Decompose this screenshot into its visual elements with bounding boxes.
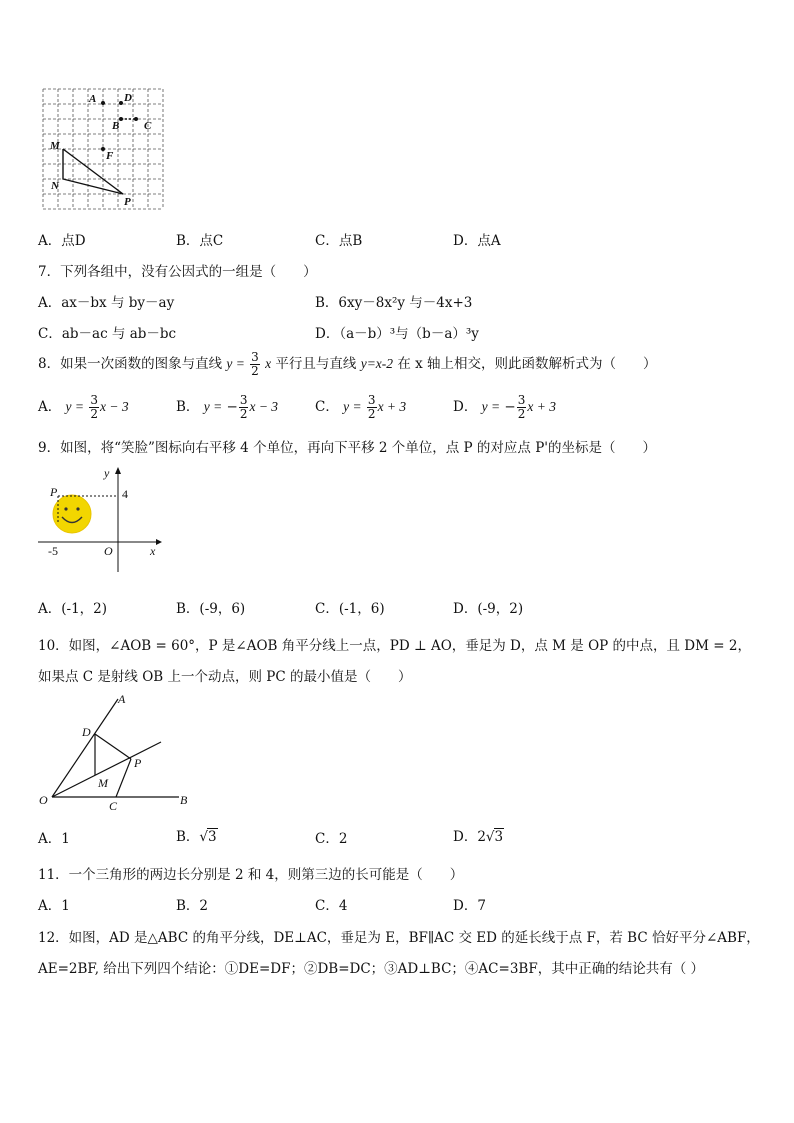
option-letter: C．: [315, 399, 339, 415]
q8-option-c[interactable]: [315, 392, 406, 422]
q11-stem: 11．一个三角形的两边长分别是 2 和 4，则第三边的长可能是（ ）: [38, 867, 464, 883]
option-text: 6xy－8x²y 与－4x+3: [338, 295, 473, 311]
q8-stem-pre: 8．如果一次函数的图象与直线: [38, 356, 223, 372]
q7-option-a[interactable]: [38, 291, 174, 311]
option-text: 点D: [61, 233, 86, 249]
fig-label-b: B: [180, 793, 188, 807]
q9-figure: [34, 462, 174, 577]
segment-pc: [116, 759, 131, 797]
q8-option-d[interactable]: [453, 392, 556, 422]
q10-figure: [34, 690, 199, 815]
option-coefficient: 2: [477, 829, 486, 845]
option-lhs: y =: [343, 399, 362, 414]
option-text: (-9，6): [199, 601, 246, 617]
q6-grid-figure: [40, 86, 170, 216]
q6-option-a[interactable]: [38, 229, 86, 249]
q8-stem-fraction: [250, 351, 260, 378]
option-letter: B．: [176, 898, 200, 914]
triangle-mnp: [63, 149, 123, 194]
option-letter: D．: [453, 399, 478, 415]
option-tail: x − 3: [99, 399, 129, 414]
option-text: 点C: [199, 233, 224, 249]
ray-oa: [52, 699, 118, 797]
frac-den: 2: [90, 407, 98, 421]
q10-stem-line1: 10．如图，∠AOB = 60°，P 是∠AOB 角平分线上一点，PD ⊥ AO，垂足为 D，点 M 是 OP 的中点，且 DM = 2，: [38, 638, 751, 654]
option-letter: B．: [176, 829, 200, 845]
option-letter: B．: [176, 601, 200, 617]
frac-num: 3: [239, 393, 248, 407]
frac-num: 3: [517, 393, 526, 407]
q7-option-b[interactable]: [315, 291, 472, 311]
q8-stem-x: x: [265, 356, 272, 371]
option-letter: B．: [176, 399, 200, 415]
option-text: （a－b）³与（b－a）³y: [339, 326, 479, 342]
fig-label-d: D: [82, 725, 91, 739]
label-m: M: [50, 140, 60, 152]
q7-option-d[interactable]: [315, 322, 479, 342]
option-lhs: y =: [203, 399, 223, 414]
option-letter: A．: [38, 601, 62, 617]
frac-num: 3: [367, 393, 376, 407]
option-text: (-1，6): [338, 601, 385, 617]
point-d: [119, 101, 123, 105]
fig-label-y: y: [104, 466, 110, 480]
x-axis-arrow-icon: [156, 539, 162, 545]
fig-label-c: C: [109, 799, 118, 813]
option-lhs: y =: [481, 399, 501, 414]
q10-option-c[interactable]: [315, 827, 347, 847]
q10-stem-line2: 如果点 C 是射线 OB 上一个动点，则 PC 的最小值是（ ）: [38, 669, 412, 685]
segment-dp: [95, 734, 131, 759]
fig-label-p: P: [50, 485, 58, 499]
q6-option-b[interactable]: [176, 229, 223, 249]
option-letter: B．: [315, 295, 339, 311]
frac-den: 2: [367, 407, 376, 421]
option-tail: x + 3: [377, 399, 407, 414]
option-letter: D．: [453, 829, 478, 845]
option-text: 2: [338, 831, 348, 847]
option-text: 1: [61, 831, 70, 847]
q6-option-d[interactable]: [453, 229, 501, 249]
option-text: (-1，2): [61, 601, 108, 617]
q11-option-b[interactable]: [176, 894, 208, 914]
label-a: A: [89, 93, 97, 105]
option-fraction: [517, 394, 527, 421]
option-letter: D．: [453, 601, 478, 617]
sqrt-icon: √: [485, 829, 495, 845]
fig-label-x: x: [150, 544, 156, 558]
option-letter: C．: [315, 601, 339, 617]
fig-label-o: O: [104, 544, 113, 558]
frac-den: 2: [517, 407, 526, 421]
frac-num: 3: [90, 393, 98, 407]
y-axis-arrow-icon: [115, 467, 121, 474]
option-letter: A．: [38, 233, 62, 249]
option-sign: −: [504, 399, 516, 415]
q8-stem-post: 在 x 轴上相交，则此函数解析式为（ ）: [397, 356, 657, 372]
option-text: 点A: [477, 233, 501, 249]
label-d: D: [124, 92, 132, 104]
q8-stem-y: y =: [226, 356, 245, 371]
fig-label-o: O: [39, 793, 48, 807]
option-letter: A．: [38, 399, 62, 415]
q7-stem: 7．下列各组中，没有公因式的一组是（ ）: [38, 264, 317, 280]
option-text: 4: [338, 898, 348, 914]
option-text: 2: [199, 898, 209, 914]
option-letter: A．: [38, 295, 62, 311]
q9-stem: 9．如图，将“笑脸”图标向右平移 4 个单位，再向下平移 2 个单位，点 P 的对应点 P'的坐标是（ ）: [38, 440, 656, 456]
q9-option-d[interactable]: [453, 597, 523, 617]
q8-stem-line2: y=x-2: [360, 356, 394, 371]
option-text: ab－ac 与 ab－bc: [61, 326, 177, 342]
point-f: [101, 147, 105, 151]
q9-option-c[interactable]: [315, 597, 385, 617]
q10-option-d[interactable]: [453, 825, 504, 845]
q8-stem: [38, 349, 657, 379]
label-p: P: [124, 196, 131, 208]
q10-option-b[interactable]: [176, 825, 218, 845]
q9-option-a[interactable]: [38, 597, 107, 617]
option-sign: −: [226, 399, 238, 415]
option-text: ax－bx 与 by－ay: [61, 295, 175, 311]
option-text: 点B: [338, 233, 363, 249]
fig-label-a: A: [118, 692, 126, 706]
fig-label-m: M: [98, 776, 108, 790]
q7-option-c[interactable]: [38, 322, 176, 342]
option-fraction: [239, 394, 249, 421]
option-letter: D．: [453, 233, 478, 249]
q8-stem-mid: 平行且与直线: [275, 356, 357, 372]
option-letter: C．: [315, 831, 339, 847]
option-text: 1: [61, 898, 70, 914]
q10-option-a[interactable]: [38, 827, 70, 847]
option-letter: D．: [453, 898, 478, 914]
option-letter: C．: [315, 898, 339, 914]
option-lhs: y =: [65, 399, 85, 414]
option-letter: C．: [38, 326, 62, 342]
option-text: 3: [494, 829, 504, 845]
q11-option-c[interactable]: [315, 894, 347, 914]
label-n: N: [51, 180, 59, 192]
fig-label-minus5: -5: [48, 544, 58, 558]
option-letter: A．: [38, 898, 62, 914]
option-letter: C．: [315, 233, 339, 249]
option-letter: D．: [315, 326, 340, 342]
option-letter: B．: [176, 233, 200, 249]
fig-label-4: 4: [122, 487, 128, 501]
option-text: 7: [477, 898, 486, 914]
q12-stem-line1: 12．如图，AD 是△ABC 的角平分线，DE⊥AC，垂足为 E，BF∥AC 交 ED 的延长线于点 F，若 BC 恰好平分∠ABF，: [38, 930, 760, 946]
option-fraction: [367, 394, 377, 421]
frac-den: 2: [239, 407, 248, 421]
option-letter: A．: [38, 831, 62, 847]
label-c: C: [144, 120, 152, 132]
q6-option-c[interactable]: [315, 229, 362, 249]
q11-option-d[interactable]: [453, 894, 486, 914]
q12-stem-line2: AE=2BF, 给出下列四个结论：①DE=DF；②DB=DC；③AD⊥BC；④AC=3BF，其中正确的结论共有（ ）: [38, 961, 704, 977]
option-text: (-9，2): [477, 601, 524, 617]
option-tail: x − 3: [249, 399, 279, 414]
sqrt-icon: √: [199, 829, 209, 845]
frac-num: 3: [251, 350, 259, 364]
smiley-face-icon: [53, 495, 91, 533]
q8-option-b[interactable]: [176, 392, 278, 422]
option-tail: x + 3: [527, 399, 556, 414]
label-b: B: [112, 120, 120, 132]
q8-option-a[interactable]: [38, 392, 129, 422]
fig-label-p: P: [134, 756, 142, 770]
q9-option-b[interactable]: [176, 597, 245, 617]
q11-option-a[interactable]: [38, 894, 70, 914]
option-fraction: [89, 394, 99, 421]
label-f: F: [106, 150, 114, 162]
point-a: [101, 101, 105, 105]
frac-den: 2: [251, 364, 259, 378]
option-text: 3: [208, 829, 217, 845]
